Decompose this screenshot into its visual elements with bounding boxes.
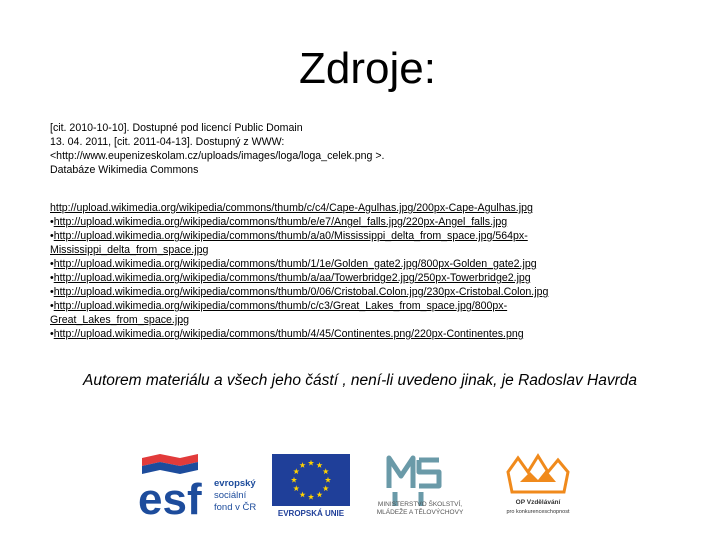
citation-line: <http://www.eupenizeskolam.cz/uploads/images/loga/loga_celek.png >. [50, 150, 385, 162]
msmt-mark [389, 458, 439, 506]
op-line1: OP Vzdělávání [515, 499, 561, 506]
source-links-list [50, 201, 615, 341]
list-item [50, 327, 615, 341]
esf-logo [136, 448, 266, 520]
source-link[interactable]: http://upload.wikimedia.org/wikipedia/commons/thumb/4/45/Continentes.png/220px-Continentes.png [53, 328, 524, 340]
list-item [50, 215, 615, 229]
source-link[interactable]: http://upload.wikimedia.org/wikipedia/commons/thumb/a/aa/Towerbridge2.jpg/250px-Towerbridge2.jpg [53, 272, 531, 284]
bullet: • [50, 216, 54, 228]
citation-line: [cit. 2010-10-10]. Dostupné pod licencí Public Domain [50, 122, 303, 134]
source-link[interactable]: http://upload.wikimedia.org/wikipedia/commons/thumb/e/e7/Angel_falls.jpg/220px-Angel_falls.jpg [53, 216, 508, 228]
bullet: • [50, 300, 54, 312]
op-vk-logo [490, 448, 590, 520]
source-link[interactable]: http://upload.wikimedia.org/wikipedia/commons/thumb/0/06/Cristobal.Colon.jpg/230px-Cristobal.Colon.jpg [53, 286, 549, 298]
eu-label: EVROPSKÁ UNIE [277, 509, 345, 518]
list-item-continuation [50, 243, 615, 257]
list-item [50, 285, 615, 299]
source-link[interactable]: http://upload.wikimedia.org/wikipedia/commons/thumb/c/c3/Great_Lakes_from_space.jpg/800px- [53, 300, 508, 312]
source-link[interactable]: http://upload.wikimedia.org/wikipedia/commons/thumb/a/a0/Mississippi_delta_from_space.jpg/564px- [53, 230, 528, 242]
source-link-continuation[interactable]: Mississippi_delta_from_space.jpg [50, 244, 209, 256]
op-line2: pro konkurenceschopnost [506, 509, 570, 515]
list-item [50, 201, 615, 215]
citation-block [50, 121, 610, 177]
list-item [50, 257, 615, 271]
slide-title: Zdroje: [299, 44, 436, 93]
source-link[interactable]: http://upload.wikimedia.org/wikipedia/commons/thumb/c/c4/Cape-Agulhas.jpg/200px-Cape-Agulhas.jpg [50, 202, 533, 214]
bullet: • [50, 272, 54, 284]
list-item [50, 271, 615, 285]
msmt-line2: MLÁDEŽE A TĚLOVÝCHOVY [376, 509, 464, 516]
list-item-continuation [50, 313, 615, 327]
list-item [50, 229, 615, 243]
bullet: • [50, 258, 54, 270]
source-link-continuation[interactable]: Great_Lakes_from_space.jpg [50, 314, 189, 326]
bullet: • [50, 230, 54, 242]
eu-flag-logo [270, 448, 352, 520]
esf-line1: evropský [214, 478, 256, 489]
esf-line3: fond v ČR [214, 502, 257, 513]
esf-letters: esf [138, 475, 202, 520]
list-item [50, 299, 615, 313]
logo-bar [0, 448, 720, 528]
bullet: • [50, 286, 54, 298]
source-link[interactable]: http://upload.wikimedia.org/wikipedia/commons/thumb/1/1e/Golden_gate2.jpg/800px-Golden_gate2.jpg [53, 258, 537, 270]
citation-line: 13. 04. 2011, [cit. 2011-04-13]. Dostupný z WWW: [50, 136, 285, 148]
bullet: • [50, 328, 54, 340]
citation-line: Databáze Wikimedia Commons [50, 164, 199, 176]
msmt-logo [355, 448, 485, 520]
op-crown-outline [508, 456, 568, 492]
esf-line2: sociální [214, 490, 247, 501]
author-statement: Autorem materiálu a všech jeho částí , není-li uvedeno jinak, je Radoslav Havrda [83, 372, 637, 389]
msmt-line1: MINISTERSTVO ŠKOLSTVÍ, [377, 501, 463, 508]
